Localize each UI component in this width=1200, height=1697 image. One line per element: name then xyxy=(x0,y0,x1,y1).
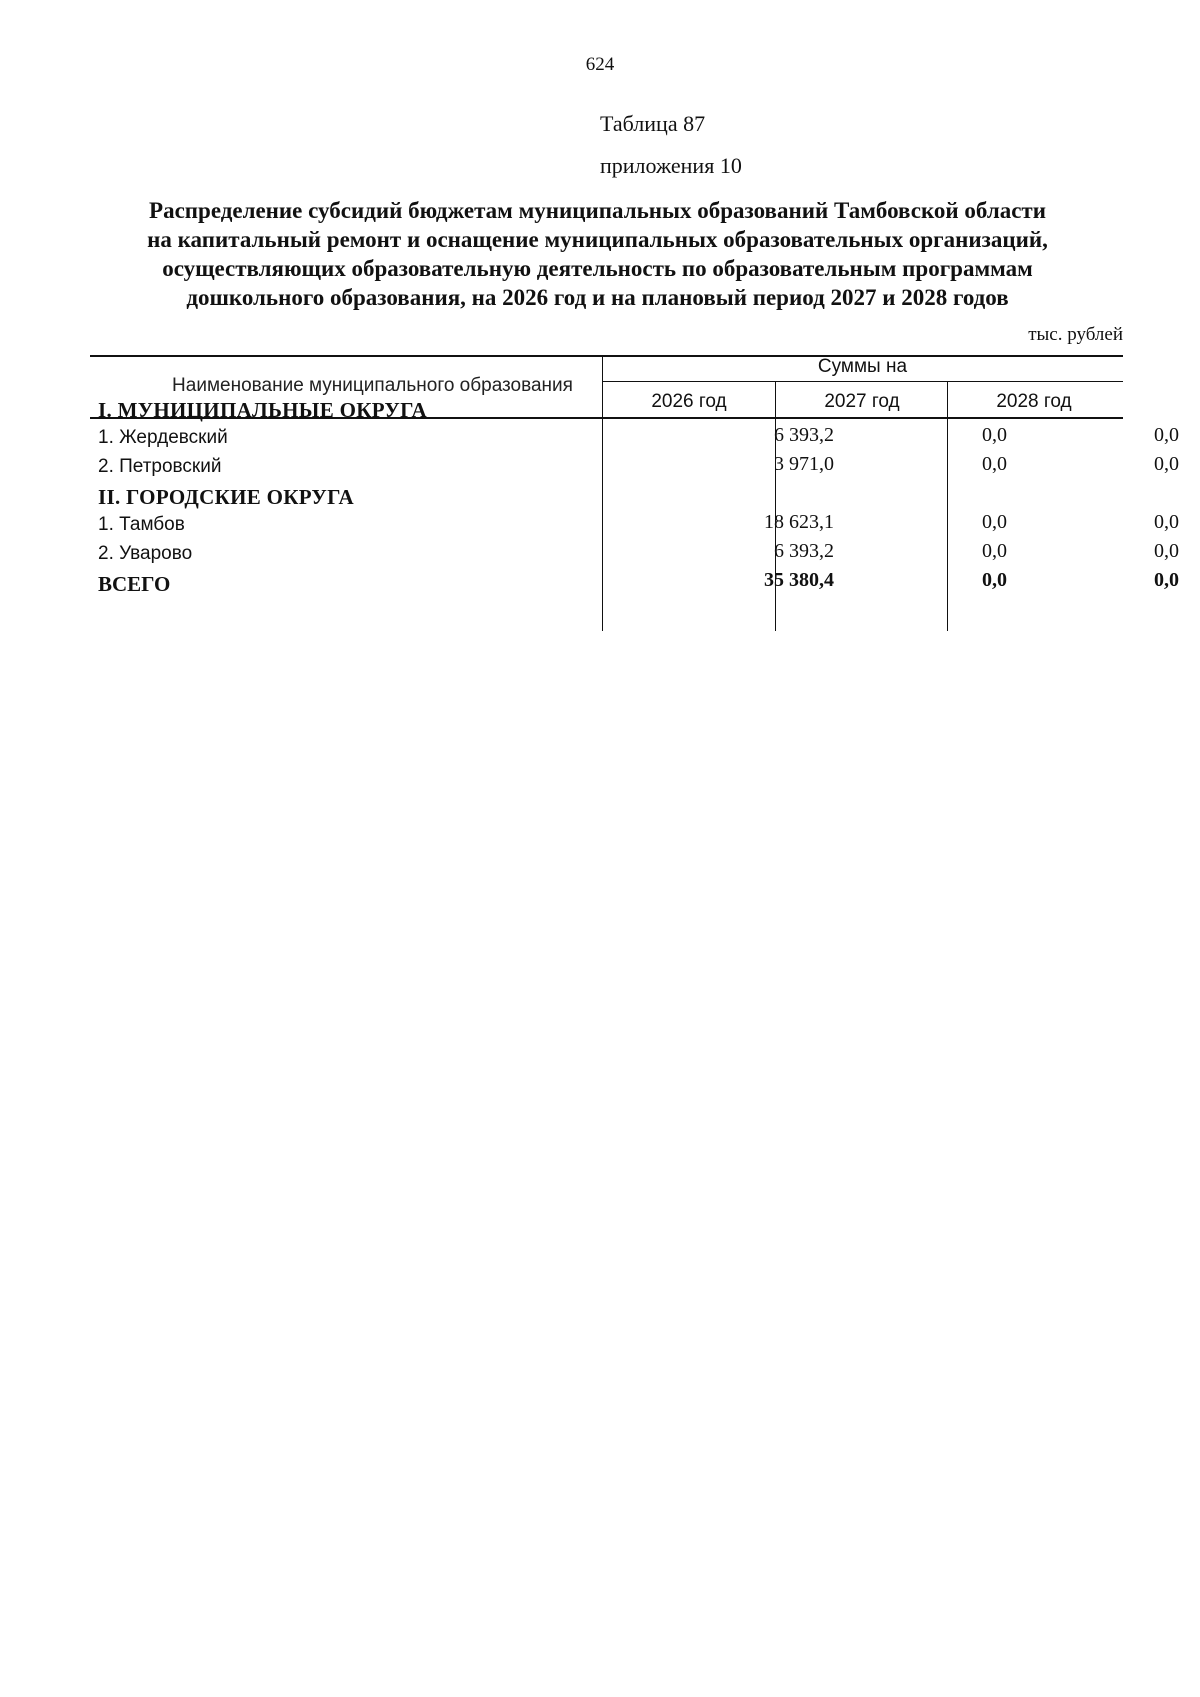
page-number: 624 xyxy=(585,54,615,75)
row-name: I. МУНИЦИПАЛЬНЫЕ ОКРУГА xyxy=(98,398,427,422)
value-2026: 18 623,1 xyxy=(764,511,834,533)
name-column-header: Наименование муниципального образования xyxy=(172,375,573,396)
total-row xyxy=(90,569,1179,601)
value-2028: 0,0 xyxy=(1154,511,1179,533)
value-2028: 0,0 xyxy=(1154,569,1179,591)
year-header-2026: 2026 год xyxy=(651,391,727,412)
value-2028: 0,0 xyxy=(1154,540,1179,562)
units-label: тыс. рублей xyxy=(1028,324,1123,345)
title-line: осуществляющих образовательную деятельность по образовательным программам xyxy=(162,256,1033,281)
sums-header: Суммы на xyxy=(817,356,908,377)
table-row xyxy=(90,453,1179,485)
value-2027: 0,0 xyxy=(982,511,1007,533)
title-line: на капитальный ремонт и оснащение муниципальных образовательных организаций, xyxy=(147,227,1048,252)
row-name: ВСЕГО xyxy=(98,572,171,596)
value-2026: 35 380,4 xyxy=(764,569,834,591)
table-row xyxy=(90,398,1123,427)
table-row xyxy=(90,540,1179,572)
document-title xyxy=(100,196,1095,312)
year-header-2027: 2027 год xyxy=(824,391,900,412)
value-2027: 0,0 xyxy=(982,453,1007,475)
value-2026: 6 393,2 xyxy=(774,424,834,446)
row-name: 2. Уварово xyxy=(98,543,193,564)
value-2027: 0,0 xyxy=(982,424,1007,446)
row-name: II. ГОРОДСКИЕ ОКРУГА xyxy=(98,485,354,509)
year-header-2028: 2028 год xyxy=(996,391,1072,412)
value-2028: 0,0 xyxy=(1154,424,1179,446)
table-row xyxy=(90,424,1179,456)
table-row xyxy=(90,485,1123,514)
table-number: Таблица 87 xyxy=(600,111,706,136)
title-line: Распределение субсидий бюджетам муниципальных образований Тамбовской области xyxy=(149,198,1046,223)
table-row xyxy=(90,511,1179,543)
value-2026: 6 393,2 xyxy=(774,540,834,562)
value-2027: 0,0 xyxy=(982,569,1007,591)
title-line: дошкольного образования, на 2026 год и на плановый период 2027 и 2028 годов xyxy=(186,285,1009,310)
value-2027: 0,0 xyxy=(982,540,1007,562)
value-2026: 3 971,0 xyxy=(774,453,834,475)
row-name: 1. Тамбов xyxy=(98,514,185,535)
header-sums-rule xyxy=(602,381,1123,382)
appendix-reference: приложения 10 xyxy=(600,153,742,178)
row-name: 1. Жердевский xyxy=(98,427,228,448)
row-name: 2. Петровский xyxy=(98,456,222,477)
value-2028: 0,0 xyxy=(1154,453,1179,475)
